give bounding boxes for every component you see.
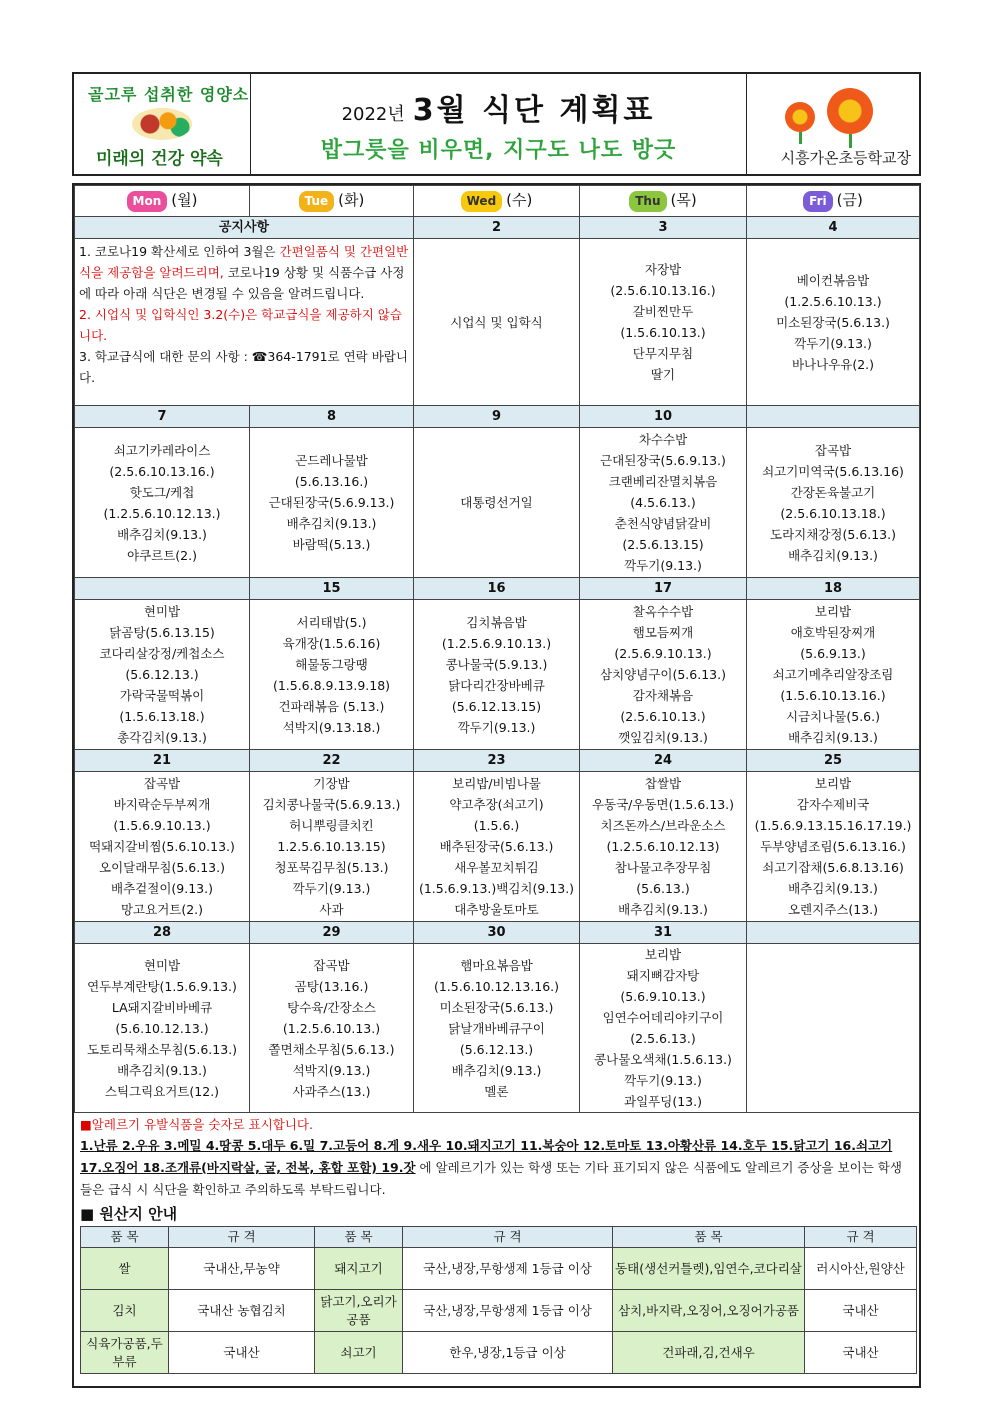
- date-cell: 21: [75, 750, 250, 772]
- menu-item: 석박지(9.13.): [292, 1062, 371, 1078]
- menu-cell-thu: [580, 428, 747, 578]
- menu-item: 총각김치(9.13.): [117, 730, 207, 745]
- menu-cell-tue: [250, 772, 414, 922]
- menu-item: (5.6.13.): [636, 881, 690, 896]
- menu-item: (2.5.6.10.13.): [620, 709, 706, 724]
- menu-item: 근대된장국(5.6.9.13.): [268, 495, 395, 510]
- origin-spec: 러시아산,원양산: [805, 1248, 917, 1290]
- menu-item: (2.5.6.10.13.16.): [610, 283, 716, 298]
- menu-item: 시금치나물(5.6.): [786, 709, 880, 724]
- origin-item: 돼지고기: [315, 1248, 403, 1290]
- notice-item: 1. 코로나19 확산세로 인하여 3월은 간편일품식 및 간편일반식을 제공함을 알려드리며, 코로나19 상황 및 식품수급 사정에 따라 아래 식단은 변경될 수 있음을 알려드립니다.: [79, 244, 409, 301]
- menu-item: 곤드레나물밥: [295, 453, 368, 468]
- menu-item: 베이컨볶음밥: [796, 272, 870, 288]
- date-cell: 18: [747, 578, 920, 600]
- menu-item: (2.5.6.9.10.13.): [614, 646, 712, 661]
- menu-item: 잡곡밥: [313, 957, 350, 973]
- menu-item: 콩나물오색채(1.5.6.13.): [594, 1052, 732, 1067]
- date-row: [75, 578, 920, 600]
- menu-item: 깍두기(9.13.): [624, 1073, 702, 1088]
- menu-item: (2.5.6.13.): [630, 1031, 696, 1046]
- menu-item: 배추김치(9.13.): [117, 526, 207, 542]
- origin-header: 품 목: [315, 1227, 403, 1248]
- menu-item: 닭다리간장바베큐: [448, 677, 545, 693]
- menu-item: 연두부계란탕(1.5.6.9.13.): [87, 978, 237, 994]
- menu-item: 배추김치(9.13.): [117, 1062, 207, 1078]
- menu-item: 석박지(9.13.18.): [282, 719, 381, 735]
- menu-item: 닭곰탕(5.6.13.15): [109, 625, 215, 640]
- menu-item: 우동국/우동면(1.5.6.13.): [591, 797, 735, 812]
- menu-cell-fri: [747, 944, 920, 1113]
- date-row: [75, 217, 920, 239]
- day-header-row: [75, 186, 920, 217]
- menu-item: 찰옥수수밥: [632, 604, 694, 619]
- menu-item: (1.5.6.8.9.13.9.18): [272, 677, 391, 693]
- date-cell: 4: [747, 217, 920, 239]
- menu-item: 건파래볶음 (5.13.): [278, 698, 385, 714]
- date-cell: 29: [250, 922, 414, 944]
- menu-item: 단무지무침: [632, 346, 694, 361]
- date-cell: 15: [250, 578, 414, 600]
- menu-item: (1.5.6.10.12.13.16.): [433, 978, 560, 994]
- menu-item: 현미밥: [143, 957, 181, 973]
- menu-cell-thu: [580, 772, 747, 922]
- menu-item: 곰탕(13.16.): [294, 978, 369, 994]
- flower-stem-icon: [799, 130, 802, 144]
- menu-item: 깍두기(9.13.): [624, 558, 702, 573]
- flower-icon: [785, 102, 815, 132]
- menu-item: (5.6.12.13.): [459, 1041, 534, 1057]
- title-block: [251, 74, 747, 174]
- origin-spec: 국산,냉장,무항생제 1등급 이상: [403, 1290, 613, 1332]
- menu-item: 스틱그릭요거트(12.): [104, 1083, 220, 1099]
- origin-item: 닭고기,오리가공품: [315, 1290, 403, 1332]
- menu-cell-wed: [414, 239, 580, 406]
- menu-item: 딸기: [650, 367, 676, 382]
- menu-row: [75, 239, 920, 406]
- allergy-note: ■알레르기 유발식품을 숫자로 표시합니다.: [80, 1117, 313, 1132]
- origin-spec: 국내산 농협김치: [169, 1290, 315, 1332]
- menu-row: [75, 600, 920, 750]
- menu-item: 간장돈육불고기: [790, 484, 876, 500]
- menu-item: (4.5.6.13.): [630, 495, 696, 510]
- allergy-text: [80, 1135, 913, 1201]
- menu-cell-fri: [747, 428, 920, 578]
- menu-item: 오이달래무침(5.6.13.): [99, 860, 225, 875]
- menu-cell-mon: [75, 772, 250, 922]
- menu-item: 핫도그/케첩: [129, 484, 195, 500]
- origin-row: [81, 1248, 917, 1290]
- menu-item: (1.2.5.6.10.12.13.): [103, 505, 221, 521]
- menu-item: 크랜베리잔멸치볶음: [608, 474, 718, 489]
- title-text: 3월 식단 계획표: [412, 92, 656, 128]
- menu-item: 도라지채강정(5.6.13.): [770, 526, 896, 542]
- day-header-wed: Wed (수): [414, 186, 580, 217]
- school-name: 시흥가온초등학교장: [780, 149, 911, 167]
- menu-item: 서리태밥(5.): [296, 614, 367, 630]
- menu-item: 육개장(1.5.6.16): [282, 635, 381, 651]
- menu-item: 감자수제비국(1.5.6.9.13.15.16.17.19.): [754, 797, 912, 833]
- date-cell: 30: [414, 922, 580, 944]
- menu-item: 치즈돈까스/브라운소스: [600, 818, 726, 833]
- menu-item: (1.2.5.6.10.13.): [282, 1020, 381, 1036]
- menu-item: 탕수육/간장소스: [287, 999, 376, 1015]
- menu-cell-fri: [747, 772, 920, 922]
- school-block: [747, 74, 919, 174]
- menu-item: 해물동그랑땡: [295, 656, 368, 672]
- date-cell: 28: [75, 922, 250, 944]
- menu-item: 깍두기(9.13.): [794, 335, 872, 351]
- menu-item: 감자채볶음: [632, 688, 694, 703]
- origin-spec: 국내산: [169, 1332, 315, 1374]
- menu-item: 사과: [319, 902, 344, 917]
- origin-header-row: [81, 1227, 917, 1248]
- logo-slogan-top: 골고루 섭취한 영양소: [88, 85, 250, 104]
- menu-item: (5.6.13.16.): [294, 474, 369, 489]
- date-cell: [75, 578, 250, 600]
- origin-item: 삼치,바지락,오징어,오징어가공품: [613, 1290, 805, 1332]
- page-title: [342, 85, 656, 129]
- menu-item: 배추겉절이(9.13.): [111, 881, 213, 896]
- menu-item: 시업식 및 입학식: [450, 314, 543, 330]
- menu-item: (1.2.5.6.10.13.): [784, 293, 882, 309]
- menu-item: (5.6.9.13.): [800, 646, 866, 661]
- menu-item: 김치볶음밥: [466, 614, 527, 630]
- menu-item: 쇠고기카레라이스: [113, 442, 211, 458]
- day-header-mon: Mon (월): [75, 186, 250, 217]
- date-row: [75, 406, 920, 428]
- menu-item: (1.2.5.6.10.12.13): [606, 839, 720, 854]
- menu-item: 대통령선거일: [460, 495, 533, 510]
- menu-cell-tue: [250, 944, 414, 1113]
- menu-cell-wed: [414, 600, 580, 750]
- menu-item: 김치콩나물국(5.6.9.13.): [262, 797, 401, 812]
- menu-item: (1.5.6.13.18.): [119, 709, 205, 724]
- menu-item: 보리밥: [814, 604, 852, 619]
- menu-item: (5.6.12.13.): [125, 667, 199, 682]
- origin-spec: 국내산: [805, 1332, 917, 1374]
- origin-item: 쇠고기: [315, 1332, 403, 1374]
- menu-row: [75, 428, 920, 578]
- menu-item: 보리밥: [814, 776, 852, 791]
- date-cell: [747, 406, 920, 428]
- menu-item: 미소된장국(5.6.13.): [776, 314, 890, 330]
- vegetable-basket-icon: [132, 108, 192, 140]
- menu-item: 배추김치(9.13.): [788, 730, 878, 745]
- menu-item: 삼치양념구이(5.6.13.): [600, 667, 726, 682]
- menu-item: 야쿠르트(2.): [127, 547, 197, 563]
- menu-item: 현미밥: [143, 604, 181, 619]
- menu-item: 떡돼지갈비찜(5.6.10.13.): [89, 839, 235, 854]
- menu-cell-fri: [747, 239, 920, 406]
- menu-item: 미소된장국(5.6.13.): [439, 999, 554, 1015]
- menu-item: 돼지뼈감자탕: [626, 968, 700, 983]
- menu-item: 약고추장(쇠고기): [449, 797, 544, 812]
- day-header-fri: Fri (금): [747, 186, 920, 217]
- notice-item: 3. 학교급식에 대한 문의 사항 : ☎364-1791로 연락 바랍니다.: [79, 349, 408, 385]
- menu-row: [75, 772, 920, 922]
- date-row: [75, 750, 920, 772]
- menu-item: 도토리묵채소무침(5.6.13.): [86, 1041, 238, 1057]
- menu-cell-wed: [414, 428, 580, 578]
- menu-item: 바나나우유(2.): [791, 356, 875, 372]
- origin-item: 식육가공품,두부류: [81, 1332, 169, 1374]
- menu-item: LA돼지갈비바베큐: [111, 999, 213, 1015]
- menu-item: (5.6.12.13.15): [451, 698, 542, 714]
- menu-cell-tue: [250, 428, 414, 578]
- date-cell: 31: [580, 922, 747, 944]
- menu-item: 차수수밥: [638, 432, 688, 447]
- origin-header: 품 목: [613, 1227, 805, 1248]
- menu-cell-thu: [580, 239, 747, 406]
- menu-item: 찹쌀밥: [644, 776, 682, 791]
- menu-cell-mon: [75, 944, 250, 1113]
- menu-item: 잡곡밥: [814, 442, 852, 458]
- date-cell: 9: [414, 406, 580, 428]
- origin-spec: 한우,냉장,1등급 이상: [403, 1332, 613, 1374]
- allergy-tail: 에 알레르기가 있는 학생 또는 기타 표기되지 않은 식품에도 알레르기 증상을 보이는 학생들은 급식 시 식단을 확인하고 주의하도록 부탁드립니다.: [80, 1160, 902, 1197]
- slogan-text: 밥그릇을 비우면, 지구도 나도 방긋: [320, 137, 677, 163]
- notice-box: [75, 239, 414, 406]
- menu-cell-tue: [250, 600, 414, 750]
- menu-item: (1.2.5.6.9.10.13.): [441, 635, 552, 651]
- menu-item: 춘천식양념닭갈비: [614, 516, 712, 531]
- menu-cell-thu: [580, 944, 747, 1113]
- date-cell: 16: [414, 578, 580, 600]
- menu-item: 콩나물국(5.9.13.): [445, 656, 548, 672]
- menu-item: (5.6.9.10.13.): [620, 989, 706, 1004]
- menu-item: 가락국물떡볶이: [119, 688, 205, 703]
- date-cell: 3: [580, 217, 747, 239]
- origin-spec: 국산,냉장,무항생제 1등급 이상: [403, 1248, 613, 1290]
- menu-item: 사과주스(13.): [292, 1083, 371, 1099]
- menu-item: 햄마요볶음밥: [460, 957, 533, 973]
- menu-table: [74, 185, 920, 1113]
- origin-row: [81, 1290, 917, 1332]
- menu-cell-mon: [75, 600, 250, 750]
- menu-cell-fri: [747, 600, 920, 750]
- date-cell: 25: [747, 750, 920, 772]
- menu-item: 근대된장국(5.6.9.13.): [600, 453, 726, 468]
- menu-row: [75, 944, 920, 1113]
- menu-item: 닭날개바베큐구이: [448, 1020, 545, 1036]
- logo-slogan-bottom: 미래의 건강 약속: [96, 149, 223, 169]
- menu-item: 바지락순두부찌개: [113, 797, 211, 812]
- nutrition-logo: [74, 74, 251, 174]
- menu-item: 오렌지주스(13.): [787, 902, 878, 917]
- menu-item: 대추방울토마토: [454, 902, 539, 917]
- allergy-list: 1.난류 2.우유 3.메밀 4.땅콩 5.대두 6.밀 7.고등어 8.게 9.새우 10.돼지고기 11.복숭아 12.토마토 13.아황산류 14.호두 15.닭고기 16.쇠고기 17.오징어 18.조개류(바지락살, 굴, 전복, 홍합 포함) 19.잣: [80, 1138, 893, 1175]
- notice-item: 2. 시업식 및 입학식인 3.2(수)은 학교급식을 제공하지 않습니다.: [79, 307, 402, 343]
- day-header-tue: Tue (화): [250, 186, 414, 217]
- menu-item: 망고요거트(2.): [120, 902, 204, 917]
- origin-header: 규 격: [403, 1227, 613, 1248]
- menu-item: 배추된장국(5.6.13.): [439, 839, 554, 854]
- origin-header: 규 격: [169, 1227, 315, 1248]
- origin-table: [80, 1226, 917, 1374]
- origin-item: 쌀: [81, 1248, 169, 1290]
- menu-item: 애호박된장찌개: [790, 625, 876, 640]
- menu-item: 배추김치(9.13.): [788, 881, 878, 896]
- menu-item: 기장밥: [313, 776, 350, 791]
- menu-item: 보리밥: [644, 947, 682, 962]
- year-label: 2022년: [341, 103, 405, 125]
- menu-item: 쇠고기잡채(5.6.8.13.16): [762, 860, 904, 875]
- origin-row: [81, 1332, 917, 1374]
- menu-item: 참나물고추장무침: [614, 860, 712, 875]
- date-cell: [747, 922, 920, 944]
- menu-item: 햄모듬찌개: [632, 625, 694, 640]
- menu-item: 깍두기(9.13.): [292, 881, 371, 896]
- menu-item: 두부양념조림(5.6.13.16.): [760, 839, 906, 854]
- origin-spec: 국내산: [805, 1290, 917, 1332]
- date-cell: 17: [580, 578, 747, 600]
- menu-item: 과일푸딩(13.): [624, 1094, 702, 1109]
- date-cell: 22: [250, 750, 414, 772]
- origin-header: 품 목: [81, 1227, 169, 1248]
- menu-item: (1.5.6.10.13.): [620, 325, 706, 340]
- menu-cell-wed: [414, 772, 580, 922]
- menu-item: 쫄면채소무침(5.6.13.): [268, 1041, 395, 1057]
- page-header: [72, 72, 921, 176]
- flower-icon: [827, 88, 873, 134]
- menu-item: (5.6.10.12.13.): [115, 1020, 209, 1036]
- menu-cell-mon: [75, 428, 250, 578]
- menu-item: 쇠고기메추리알장조림: [772, 667, 894, 682]
- menu-item: (2.5.6.13.15): [622, 537, 704, 552]
- menu-item: 코다리살강정/케첩소스: [99, 646, 225, 661]
- menu-item: 허니뿌링클치킨1.2.5.6.10.13.15): [277, 818, 386, 854]
- date-cell: 8: [250, 406, 414, 428]
- menu-item: 배추김치(9.13.): [788, 547, 878, 563]
- menu-item: 임연수어데리야키구이: [602, 1010, 724, 1025]
- origin-item: 김치: [81, 1290, 169, 1332]
- menu-item: 새우볼꼬치튀김(1.5.6.9.13.)백김치(9.13.): [418, 860, 575, 896]
- menu-item: (2.5.6.10.13.18.): [780, 505, 886, 521]
- date-cell: 24: [580, 750, 747, 772]
- menu-item: (1.5.6.): [473, 818, 520, 833]
- origin-header: 규 격: [805, 1227, 917, 1248]
- menu-item: (1.5.6.9.10.13.): [113, 818, 211, 833]
- origin-item: 동태(생선커틀렛),임연수,코다리살: [613, 1248, 805, 1290]
- menu-item: 멜론: [484, 1083, 509, 1099]
- menu-item: 보리밥/비빔나물: [452, 776, 541, 791]
- menu-item: 청포묵김무침(5.13.): [274, 860, 389, 875]
- date-cell: 2: [414, 217, 580, 239]
- menu-item: (2.5.6.10.13.16.): [109, 463, 215, 479]
- menu-item: 쇠고기미역국(5.6.13.16): [762, 463, 904, 479]
- menu-item: 배추김치(9.13.): [286, 516, 377, 531]
- origin-spec: 국내산,무농약: [169, 1248, 315, 1290]
- menu-cell-thu: [580, 600, 747, 750]
- menu-item: 배추김치(9.13.): [451, 1062, 542, 1078]
- menu-cell-wed: [414, 944, 580, 1113]
- flower-stem-icon: [849, 132, 852, 148]
- date-row: [75, 922, 920, 944]
- menu-item: 깻잎김치(9.13.): [618, 730, 708, 745]
- menu-item: 깍두기(9.13.): [457, 719, 536, 735]
- notice-title: 공지사항: [75, 217, 414, 239]
- day-header-thu: Thu (목): [580, 186, 747, 217]
- menu-item: 잡곡밥: [143, 776, 181, 791]
- date-cell: 23: [414, 750, 580, 772]
- origin-title: ■ 원산지 안내: [80, 1205, 178, 1223]
- origin-item: 건파래,김,건새우: [613, 1332, 805, 1374]
- menu-item: (1.5.6.10.13.16.): [780, 688, 886, 703]
- menu-item: 갈비찐만두: [632, 304, 694, 319]
- menu-item: 바람떡(5.13.): [292, 537, 371, 552]
- date-cell: 7: [75, 406, 250, 428]
- menu-item: 배추김치(9.13.): [618, 902, 708, 917]
- menu-item: 자장밥: [644, 262, 682, 277]
- date-cell: 10: [580, 406, 747, 428]
- menu-calendar: [72, 183, 921, 1388]
- allergy-section: [74, 1113, 919, 1374]
